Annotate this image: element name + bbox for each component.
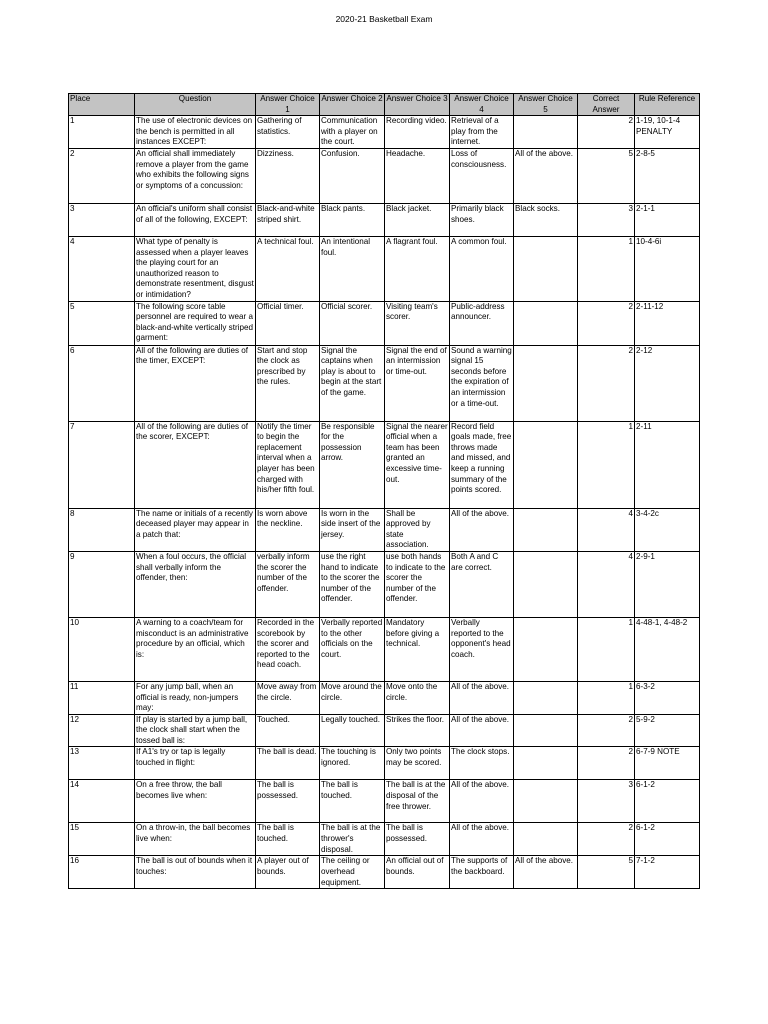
cell-choice-4: All of the above.	[450, 714, 514, 747]
cell-rule-reference: 2-1-1	[635, 203, 700, 236]
cell-place: 16	[69, 856, 135, 889]
cell-choice-4: The supports of the backboard.	[450, 856, 514, 889]
cell-choice-1: Is worn above the neckline.	[256, 508, 320, 551]
cell-question: A warning to a coach/team for misconduct is an administrative procedure by an official, which is:	[135, 617, 256, 681]
cell-choice-2: use the right hand to indicate to the scorer the number of the offender.	[320, 551, 385, 617]
cell-choice-4: Record field goals made, free throws made and missed, and keep a running summary of the points scored.	[450, 421, 514, 508]
cell-place: 5	[69, 301, 135, 345]
cell-choice-4: All of the above.	[450, 681, 514, 714]
cell-place: 10	[69, 617, 135, 681]
cell-choice-5	[514, 236, 578, 301]
cell-choice-4: The clock stops.	[450, 747, 514, 780]
cell-choice-2: An intentional foul.	[320, 236, 385, 301]
cell-choice-3: Signal the end of an intermission or time-out.	[385, 345, 450, 421]
cell-correct-answer: 2	[578, 116, 635, 149]
cell-choice-1: Black-and-white striped shirt.	[256, 203, 320, 236]
cell-question: If play is started by a jump ball, the clock shall start when the tossed ball is:	[135, 714, 256, 747]
cell-rule-reference: 10-4-6i	[635, 236, 700, 301]
cell-correct-answer: 5	[578, 148, 635, 203]
cell-place: 6	[69, 345, 135, 421]
header-correct-answer: Correct Answer	[578, 94, 635, 116]
cell-choice-2: Communication with a player on the court.	[320, 116, 385, 149]
cell-question: When a foul occurs, the official shall verbally inform the offender, then:	[135, 551, 256, 617]
header-choice-4: Answer Choice 4	[450, 94, 514, 116]
table-row	[69, 617, 700, 681]
cell-choice-3: Black jacket.	[385, 203, 450, 236]
cell-rule-reference: 2-8-5	[635, 148, 700, 203]
cell-place: 7	[69, 421, 135, 508]
cell-choice-3: Signal the nearer official when a team has been granted an excessive time-out.	[385, 421, 450, 508]
cell-correct-answer: 4	[578, 551, 635, 617]
cell-choice-1: verbally inform the scorer the number of the offender.	[256, 551, 320, 617]
cell-question: What type of penalty is assessed when a player leaves the playing court for an unauthorized reason to demonstrate resentment, disgust or intimidation?	[135, 236, 256, 301]
cell-question: On a throw-in, the ball becomes live when:	[135, 823, 256, 856]
cell-choice-2: Verbally reported to the other officials on the court.	[320, 617, 385, 681]
cell-rule-reference: 1-19, 10-1-4 PENALTY	[635, 116, 700, 149]
cell-choice-4: Primarily black shoes.	[450, 203, 514, 236]
cell-correct-answer: 5	[578, 856, 635, 889]
cell-choice-5	[514, 617, 578, 681]
cell-choice-5: All of the above.	[514, 856, 578, 889]
table-row	[69, 301, 700, 345]
cell-correct-answer: 1	[578, 681, 635, 714]
cell-correct-answer: 4	[578, 508, 635, 551]
cell-choice-1: The ball is dead.	[256, 747, 320, 780]
header-place: Place	[69, 94, 135, 116]
table-row	[69, 345, 700, 421]
cell-choice-1: Gathering of statistics.	[256, 116, 320, 149]
page-title: 2020-21 Basketball Exam	[335, 14, 433, 24]
cell-question: The following score table personnel are required to wear a black-and-white vertically striped garment:	[135, 301, 256, 345]
cell-choice-4: All of the above.	[450, 508, 514, 551]
cell-choice-2: Black pants.	[320, 203, 385, 236]
cell-choice-5	[514, 345, 578, 421]
cell-choice-3: Strikes the floor.	[385, 714, 450, 747]
cell-choice-5	[514, 421, 578, 508]
cell-choice-4: Both A and C are correct.	[450, 551, 514, 617]
cell-choice-3: Move onto the circle.	[385, 681, 450, 714]
cell-choice-5: All of the above.	[514, 148, 578, 203]
cell-correct-answer: 3	[578, 203, 635, 236]
cell-choice-2: The ceiling or overhead equipment.	[320, 856, 385, 889]
cell-correct-answer: 1	[578, 421, 635, 508]
cell-place: 4	[69, 236, 135, 301]
cell-rule-reference: 5-9-2	[635, 714, 700, 747]
table-row	[69, 856, 700, 889]
cell-correct-answer: 2	[578, 714, 635, 747]
cell-choice-2: Move around the circle.	[320, 681, 385, 714]
cell-choice-3: Shall be approved by state association.	[385, 508, 450, 551]
cell-correct-answer: 2	[578, 747, 635, 780]
cell-choice-1: A player out of bounds.	[256, 856, 320, 889]
header-choice-5: Answer Choice 5	[514, 94, 578, 116]
table-row	[69, 780, 700, 823]
cell-rule-reference: 6-7-9 NOTE	[635, 747, 700, 780]
cell-choice-5	[514, 823, 578, 856]
table-row	[69, 236, 700, 301]
cell-place: 15	[69, 823, 135, 856]
cell-rule-reference: 2-12	[635, 345, 700, 421]
cell-choice-4: All of the above.	[450, 823, 514, 856]
cell-choice-3: Visiting team's scorer.	[385, 301, 450, 345]
header-choice-2: Answer Choice 2	[320, 94, 385, 116]
cell-place: 1	[69, 116, 135, 149]
cell-choice-1: Start and stop the clock as prescribed by the rules.	[256, 345, 320, 421]
header-choice-1: Answer Choice 1	[256, 94, 320, 116]
cell-choice-3: Headache.	[385, 148, 450, 203]
cell-correct-answer: 2	[578, 301, 635, 345]
cell-rule-reference: 4-48-1, 4-48-2	[635, 617, 700, 681]
cell-choice-5	[514, 681, 578, 714]
cell-choice-4: Sound a warning signal 15 seconds before the expiration of an intermission or a time-out.	[450, 345, 514, 421]
table-row	[69, 681, 700, 714]
cell-question: On a free throw, the ball becomes live when:	[135, 780, 256, 823]
header-rule-reference: Rule Reference	[635, 94, 700, 116]
cell-rule-reference: 2-11-12	[635, 301, 700, 345]
header-question: Question	[135, 94, 256, 116]
cell-choice-5	[514, 780, 578, 823]
table-row	[69, 747, 700, 780]
table-row	[69, 823, 700, 856]
cell-choice-3: Mandatory before giving a technical.	[385, 617, 450, 681]
cell-choice-3: A flagrant foul.	[385, 236, 450, 301]
cell-choice-1: A technical foul.	[256, 236, 320, 301]
cell-choice-1: The ball is touched.	[256, 823, 320, 856]
cell-choice-2: Legally touched.	[320, 714, 385, 747]
cell-place: 9	[69, 551, 135, 617]
cell-correct-answer: 1	[578, 236, 635, 301]
cell-choice-4: Public-address announcer.	[450, 301, 514, 345]
cell-place: 12	[69, 714, 135, 747]
cell-place: 3	[69, 203, 135, 236]
cell-choice-3: use both hands to indicate to the scorer the number of the offender.	[385, 551, 450, 617]
cell-place: 8	[69, 508, 135, 551]
cell-question: The name or initials of a recently deceased player may appear in a patch that:	[135, 508, 256, 551]
cell-choice-2: The ball is touched.	[320, 780, 385, 823]
cell-rule-reference: 2-9-1	[635, 551, 700, 617]
cell-question: An official shall immediately remove a player from the game who exhibits the following signs or symptoms of a concussion:	[135, 148, 256, 203]
cell-rule-reference: 6-1-2	[635, 780, 700, 823]
header-choice-3: Answer Choice 3	[385, 94, 450, 116]
cell-choice-1: Dizziness.	[256, 148, 320, 203]
cell-rule-reference: 3-4-2c	[635, 508, 700, 551]
cell-question: If A1's try or tap is legally touched in flight:	[135, 747, 256, 780]
cell-choice-3: Recording video.	[385, 116, 450, 149]
cell-question: The ball is out of bounds when it touches:	[135, 856, 256, 889]
cell-choice-3: Only two points may be scored.	[385, 747, 450, 780]
cell-question: For any jump ball, when an official is ready, non-jumpers may:	[135, 681, 256, 714]
cell-place: 14	[69, 780, 135, 823]
cell-choice-4: Retrieval of a play from the internet.	[450, 116, 514, 149]
cell-correct-answer: 2	[578, 823, 635, 856]
cell-choice-2: The touching is ignored.	[320, 747, 385, 780]
cell-choice-1: Recorded in the scorebook by the scorer and reported to the head coach.	[256, 617, 320, 681]
cell-choice-3: An official out of bounds.	[385, 856, 450, 889]
cell-choice-3: The ball is at the disposal of the free thrower.	[385, 780, 450, 823]
cell-choice-4: Verbally reported to the opponent's head coach.	[450, 617, 514, 681]
cell-choice-5	[514, 301, 578, 345]
table-row	[69, 714, 700, 747]
cell-rule-reference: 6-3-2	[635, 681, 700, 714]
cell-choice-4: All of the above.	[450, 780, 514, 823]
cell-choice-2: Is worn in the side insert of the jersey.	[320, 508, 385, 551]
cell-choice-5	[514, 116, 578, 149]
cell-choice-5	[514, 508, 578, 551]
cell-choice-2: Be responsible for the possession arrow.	[320, 421, 385, 508]
cell-question: All of the following are duties of the scorer, EXCEPT:	[135, 421, 256, 508]
cell-choice-5	[514, 747, 578, 780]
cell-choice-5	[514, 551, 578, 617]
cell-choice-4: Loss of consciousness.	[450, 148, 514, 203]
table-row	[69, 551, 700, 617]
cell-rule-reference: 6-1-2	[635, 823, 700, 856]
cell-correct-answer: 2	[578, 345, 635, 421]
table-row	[69, 203, 700, 236]
cell-place: 2	[69, 148, 135, 203]
cell-choice-1: Notify the timer to begin the replacement interval when a player has been charged with his/her fifth foul.	[256, 421, 320, 508]
cell-choice-5	[514, 714, 578, 747]
cell-rule-reference: 7-1-2	[635, 856, 700, 889]
cell-choice-2: Signal the captains when play is about to begin at the start of the game.	[320, 345, 385, 421]
table-row	[69, 116, 700, 149]
cell-question: The use of electronic devices on the bench is permitted in all instances EXCEPT:	[135, 116, 256, 149]
cell-choice-5: Black socks.	[514, 203, 578, 236]
cell-choice-2: Official scorer.	[320, 301, 385, 345]
cell-choice-1: Official timer.	[256, 301, 320, 345]
cell-choice-3: The ball is possessed.	[385, 823, 450, 856]
cell-rule-reference: 2-11	[635, 421, 700, 508]
cell-question: An official's uniform shall consist of all of the following, EXCEPT:	[135, 203, 256, 236]
cell-choice-2: The ball is at the thrower's disposal.	[320, 823, 385, 856]
cell-choice-1: Move away from the circle.	[256, 681, 320, 714]
table-row	[69, 148, 700, 203]
cell-place: 13	[69, 747, 135, 780]
cell-correct-answer: 1	[578, 617, 635, 681]
table-row	[69, 508, 700, 551]
exam-table	[68, 93, 700, 889]
table-row	[69, 421, 700, 508]
cell-question: All of the following are duties of the timer, EXCEPT:	[135, 345, 256, 421]
cell-choice-4: A common foul.	[450, 236, 514, 301]
cell-choice-2: Confusion.	[320, 148, 385, 203]
cell-choice-1: Touched.	[256, 714, 320, 747]
cell-correct-answer: 3	[578, 780, 635, 823]
header-row	[69, 94, 700, 116]
cell-place: 11	[69, 681, 135, 714]
cell-choice-1: The ball is possessed.	[256, 780, 320, 823]
